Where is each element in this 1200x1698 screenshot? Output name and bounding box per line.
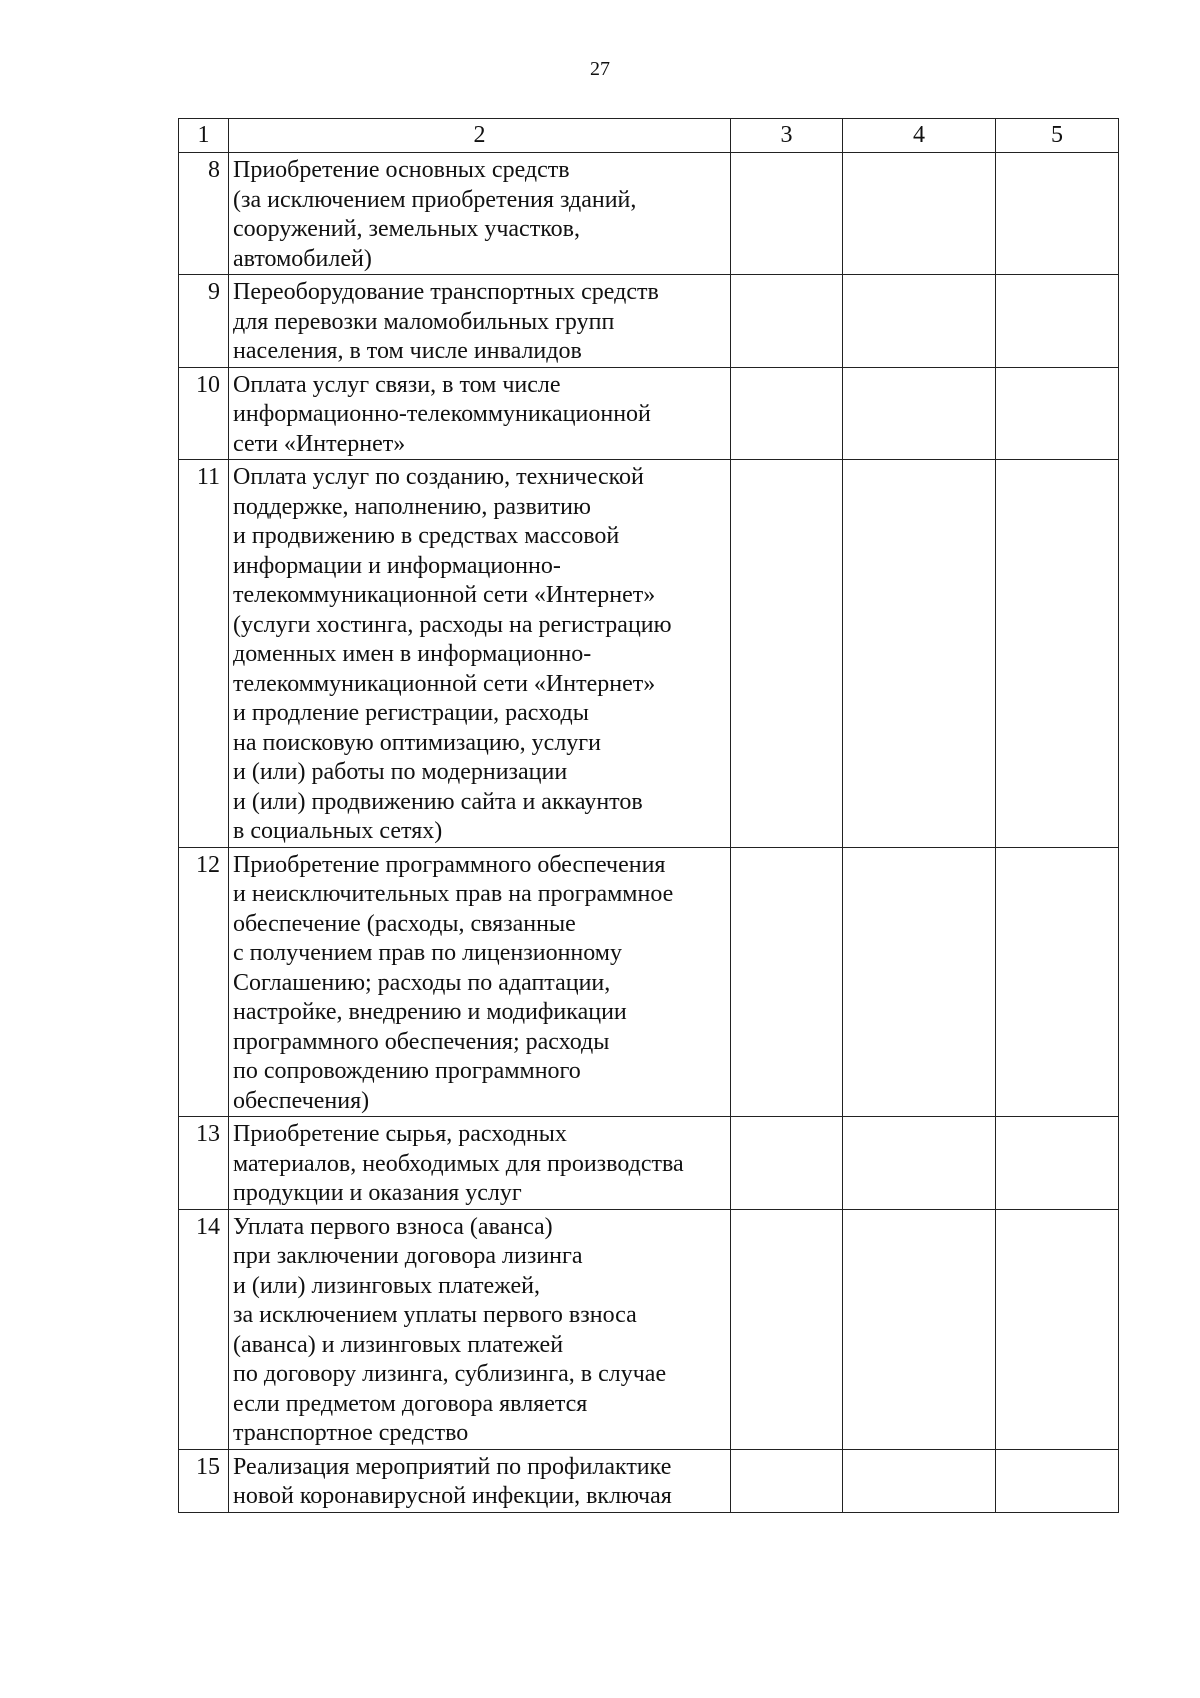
description-line: материалов, необходимых для производства [233,1150,684,1177]
table-row [179,1209,1119,1449]
description-line: на поисковую оптимизацию, услуги [233,729,601,756]
description-line: при заключении договора лизинга [233,1243,583,1269]
empty-cell-col-5 [996,153,1119,275]
empty-cell-col-5 [996,367,1119,460]
row-description [229,275,731,368]
row-description [229,1209,731,1449]
description-line: (услуги хостинга, расходы на регистрацию [233,611,672,638]
empty-cell-col-4 [843,275,996,368]
empty-cell-col-5 [996,1117,1119,1210]
empty-cell-col-3 [731,275,843,368]
empty-cell-col-3 [731,153,843,275]
description-line: для перевозки маломобильных групп [233,308,615,335]
description-line: Приобретение программного обеспечения [233,851,666,878]
row-description [229,153,731,275]
description-line: обеспечение (расходы, связанные [233,910,576,937]
description-line: Уплата первого взноса (аванса) [233,1213,553,1240]
description-line: сети «Интернет» [233,430,406,457]
row-number: 13 [179,1117,229,1210]
description-line: Реализация мероприятий по профилактике [233,1453,672,1480]
empty-cell-col-5 [996,1449,1119,1512]
description-line: и (или) лизинговых платежей, [233,1272,540,1299]
table-row [179,153,1119,275]
description-line: телекоммуникационной сети «Интернет» [233,670,656,697]
table-header-row [179,119,1119,153]
row-number: 11 [179,460,229,848]
table-row [179,1449,1119,1512]
description-line: Оплата услуг связи, в том числе [233,371,561,398]
header-col-2: 2 [229,119,731,153]
description-line: по сопровождению программного [233,1058,581,1084]
empty-cell-col-4 [843,1209,996,1449]
row-description [229,847,731,1117]
description-line: сооружений, земельных участков, [233,216,580,242]
empty-cell-col-4 [843,460,996,848]
description-line: в социальных сетях) [233,818,443,844]
empty-cell-col-4 [843,367,996,460]
description-line: Соглашению; расходы по адаптации, [233,969,611,996]
empty-cell-col-3 [731,1117,843,1210]
empty-cell-col-3 [731,367,843,460]
empty-cell-col-5 [996,275,1119,368]
empty-cell-col-3 [731,847,843,1117]
empty-cell-col-5 [996,460,1119,848]
description-line: доменных имен в информационно- [233,641,592,667]
header-col-5: 5 [996,119,1119,153]
description-line: Переоборудование транспортных средств [233,279,659,305]
header-col-4: 4 [843,119,996,153]
empty-cell-col-3 [731,460,843,848]
empty-cell-col-5 [996,847,1119,1117]
description-line: (за исключением приобретения зданий, [233,186,637,213]
empty-cell-col-4 [843,153,996,275]
table-row [179,460,1119,848]
empty-cell-col-4 [843,1449,996,1512]
row-number: 12 [179,847,229,1117]
description-line: информации и информационно- [233,552,561,579]
row-number: 15 [179,1449,229,1512]
description-line: транспортное средство [233,1420,469,1446]
description-line: населения, в том числе инвалидов [233,338,582,364]
description-line: по договору лизинга, сублизинга, в случае [233,1361,667,1387]
header-col-3: 3 [731,119,843,153]
empty-cell-col-5 [996,1209,1119,1449]
description-line: новой коронавирусной инфекции, включая [233,1483,672,1509]
description-line: и продвижению в средствах массовой [233,523,620,549]
description-line: Приобретение основных средств [233,157,570,183]
row-description [229,1117,731,1210]
description-line: Оплата услуг по созданию, технической [233,464,644,490]
description-line: и продление регистрации, расходы [233,700,589,726]
empty-cell-col-3 [731,1209,843,1449]
table-row [179,1117,1119,1210]
description-line: если предметом договора является [233,1390,588,1417]
header-col-1: 1 [179,119,229,153]
description-line: Приобретение сырья, расходных [233,1121,567,1147]
table-row [179,367,1119,460]
expense-table [178,118,1119,1513]
description-line: поддержке, наполнению, развитию [233,493,591,520]
page-number: 27 [590,58,610,80]
description-line: с получением прав по лицензионному [233,940,622,966]
description-line: за исключением уплаты первого взноса [233,1302,637,1328]
description-line: телекоммуникационной сети «Интернет» [233,582,656,608]
row-description [229,367,731,460]
description-line: и (или) продвижению сайта и аккаунтов [233,788,643,815]
row-number: 9 [179,275,229,368]
description-line: программного обеспечения; расходы [233,1028,610,1055]
description-line: информационно-телекоммуникационной [233,401,651,427]
description-line: автомобилей) [233,245,372,272]
description-line: обеспечения) [233,1087,370,1114]
row-description [229,1449,731,1512]
row-number: 10 [179,367,229,460]
empty-cell-col-3 [731,1449,843,1512]
row-number: 8 [179,153,229,275]
description-line: настройке, внедрению и модификации [233,999,627,1025]
row-description [229,460,731,848]
table-row [179,275,1119,368]
empty-cell-col-4 [843,1117,996,1210]
empty-cell-col-4 [843,847,996,1117]
table-row [179,847,1119,1117]
description-line: продукции и оказания услуг [233,1180,522,1206]
description-line: и неисключительных прав на программное [233,881,674,907]
description-line: и (или) работы по модернизации [233,759,568,785]
description-line: (аванса) и лизинговых платежей [233,1331,564,1358]
row-number: 14 [179,1209,229,1449]
